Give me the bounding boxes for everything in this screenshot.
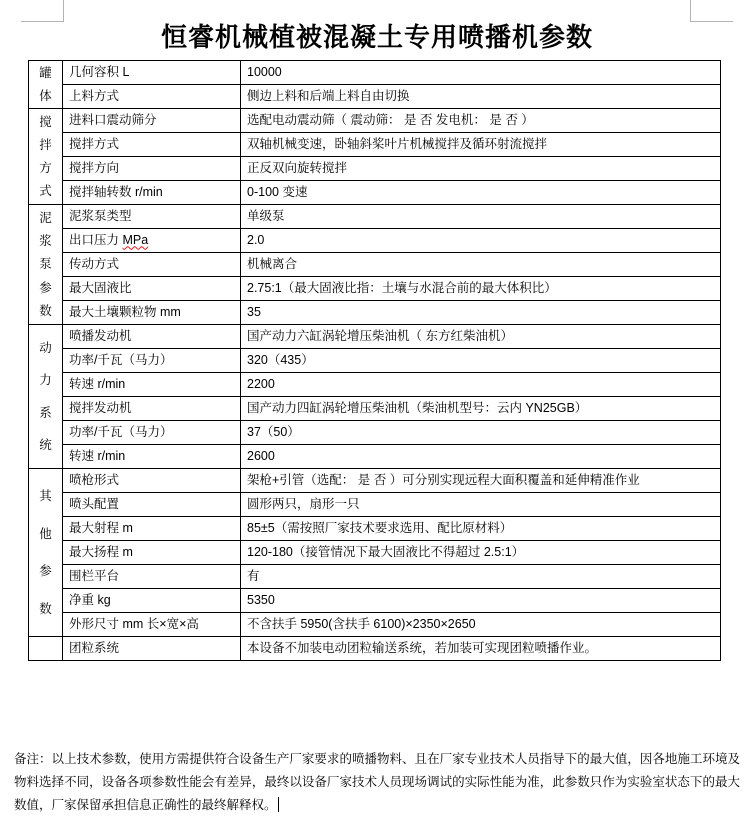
row-label-cell: 传动方式: [63, 253, 241, 277]
row-value-cell: 本设备不加装电动团粒输送系统，若加装可实现团粒喷播作业。: [241, 637, 721, 661]
row-label-cell: 最大土壤颗粒物 mm: [63, 301, 241, 325]
table-row: [29, 589, 721, 613]
table-row: [29, 565, 721, 589]
group-label-cell: 泥 浆 泵 参 数: [29, 205, 63, 325]
row-value-cell: 37（50）: [241, 421, 721, 445]
row-value-cell: 2.75:1（最大固液比指：土壤与水混合前的最大体积比）: [241, 277, 721, 301]
row-value-cell: 双轴机械变速，卧轴斜桨叶片机械搅拌及循环射流搅拌: [241, 133, 721, 157]
row-label-cell: 搅拌方式: [63, 133, 241, 157]
page-margin-guide-top-right: [690, 0, 733, 22]
group-label-cell: 罐 体: [29, 61, 63, 109]
spellcheck-underline: MPa: [122, 232, 149, 247]
row-value-cell: 正反双向旋转搅拌: [241, 157, 721, 181]
table-row: [29, 397, 721, 421]
table-row: [29, 61, 721, 85]
row-label-cell: 团粒系统: [63, 637, 241, 661]
row-value-cell: 10000: [241, 61, 721, 85]
group-label-cell: 搅 拌 方 式: [29, 109, 63, 205]
row-value-cell: 5350: [241, 589, 721, 613]
page-title: 恒睿机械植被混凝土专用喷播机参数: [160, 23, 593, 53]
row-label-cell: 搅拌方向: [63, 157, 241, 181]
row-value-cell: 国产动力四缸涡轮增压柴油机（柴油机型号：云内 YN25GB）: [241, 397, 721, 421]
row-label-cell: 围栏平台: [63, 565, 241, 589]
row-label-cell: 喷播发动机: [63, 325, 241, 349]
row-value-cell: 2.0: [241, 229, 721, 253]
row-label-cell: 净重 kg: [63, 589, 241, 613]
row-value-cell: 2600: [241, 445, 721, 469]
footnote-remark: [14, 748, 740, 817]
table-row: [29, 469, 721, 493]
row-value-cell: 320（435）: [241, 349, 721, 373]
table-row: [29, 421, 721, 445]
row-label-cell: 搅拌轴转数 r/min: [63, 181, 241, 205]
text-cursor: [278, 797, 279, 812]
row-value-cell: 圆形两只，扇形一只: [241, 493, 721, 517]
row-label-cell: 喷头配置: [63, 493, 241, 517]
page-margin-guide-top-left: [21, 0, 64, 22]
row-label-cell: 功率/千瓦（马力）: [63, 421, 241, 445]
table-row: [29, 373, 721, 397]
row-value-cell: 机械离合: [241, 253, 721, 277]
table-row: [29, 253, 721, 277]
row-value-cell: 不含扶手 5950(含扶手 6100)×2350×2650: [241, 613, 721, 637]
empty-group-cell: [29, 637, 63, 661]
table-row: [29, 301, 721, 325]
spec-table-container: [28, 60, 720, 661]
row-value-cell: 选配电动震动筛（ 震动筛： 是 否 发电机： 是 否 ）: [241, 109, 721, 133]
table-row: [29, 109, 721, 133]
table-row: [29, 637, 721, 661]
row-value-cell: 国产动力六缸涡轮增压柴油机（ 东方红柴油机）: [241, 325, 721, 349]
table-row: [29, 541, 721, 565]
row-value-cell: 单级泵: [241, 205, 721, 229]
row-label-cell: 进料口震动筛分: [63, 109, 241, 133]
specification-table: [28, 60, 721, 661]
row-value-cell: 架枪+引管（选配： 是 否 ）可分别实现远程大面积覆盖和延伸精准作业: [241, 469, 721, 493]
table-row: [29, 229, 721, 253]
table-row: [29, 205, 721, 229]
group-label-cell: 动 力 系 统: [29, 325, 63, 469]
row-label-cell: 出口压力 MPa: [63, 229, 241, 253]
row-value-cell: 侧边上料和后端上料自由切换: [241, 85, 721, 109]
row-label-cell: 泥浆泵类型: [63, 205, 241, 229]
footnote-text: 备注：以上技术参数，使用方需提供符合设备生产厂家要求的喷播物料、且在厂家专业技术人员指导下的最大值，因各地施工环境及物料选择不同，设备各项参数性能会有差异，最终以设备厂家技术人员现场调试的实际性能为准，此参数只作为实验室状态下的最大数值，厂家保留承担信息正确性的最终解释权。: [14, 752, 740, 812]
row-label-cell: 几何容积 L: [63, 61, 241, 85]
table-row: [29, 613, 721, 637]
row-label-cell: 功率/千瓦（马力）: [63, 349, 241, 373]
row-label-cell: 外形尺寸 mm 长×宽×高: [63, 613, 241, 637]
row-value-cell: 35: [241, 301, 721, 325]
table-row: [29, 349, 721, 373]
table-row: [29, 277, 721, 301]
row-value-cell: 0-100 变速: [241, 181, 721, 205]
row-label-cell: 搅拌发动机: [63, 397, 241, 421]
table-row: [29, 493, 721, 517]
group-label-cell: 其 他 参 数: [29, 469, 63, 637]
table-row: [29, 445, 721, 469]
row-label-cell: 最大射程 m: [63, 517, 241, 541]
table-row: [29, 181, 721, 205]
row-value-cell: 85±5（需按照厂家技术要求选用、配比原材料）: [241, 517, 721, 541]
table-row: [29, 157, 721, 181]
table-row: [29, 325, 721, 349]
table-row: [29, 133, 721, 157]
row-value-cell: 120-180（接管情况下最大固液比不得超过 2.5:1）: [241, 541, 721, 565]
row-label-cell: 转速 r/min: [63, 373, 241, 397]
row-label-cell: 最大扬程 m: [63, 541, 241, 565]
row-value-cell: 有: [241, 565, 721, 589]
row-label-cell: 最大固液比: [63, 277, 241, 301]
row-label-cell: 喷枪形式: [63, 469, 241, 493]
table-row: [29, 517, 721, 541]
row-value-cell: 2200: [241, 373, 721, 397]
row-label-cell: 转速 r/min: [63, 445, 241, 469]
row-label-cell: 上料方式: [63, 85, 241, 109]
table-row: [29, 85, 721, 109]
